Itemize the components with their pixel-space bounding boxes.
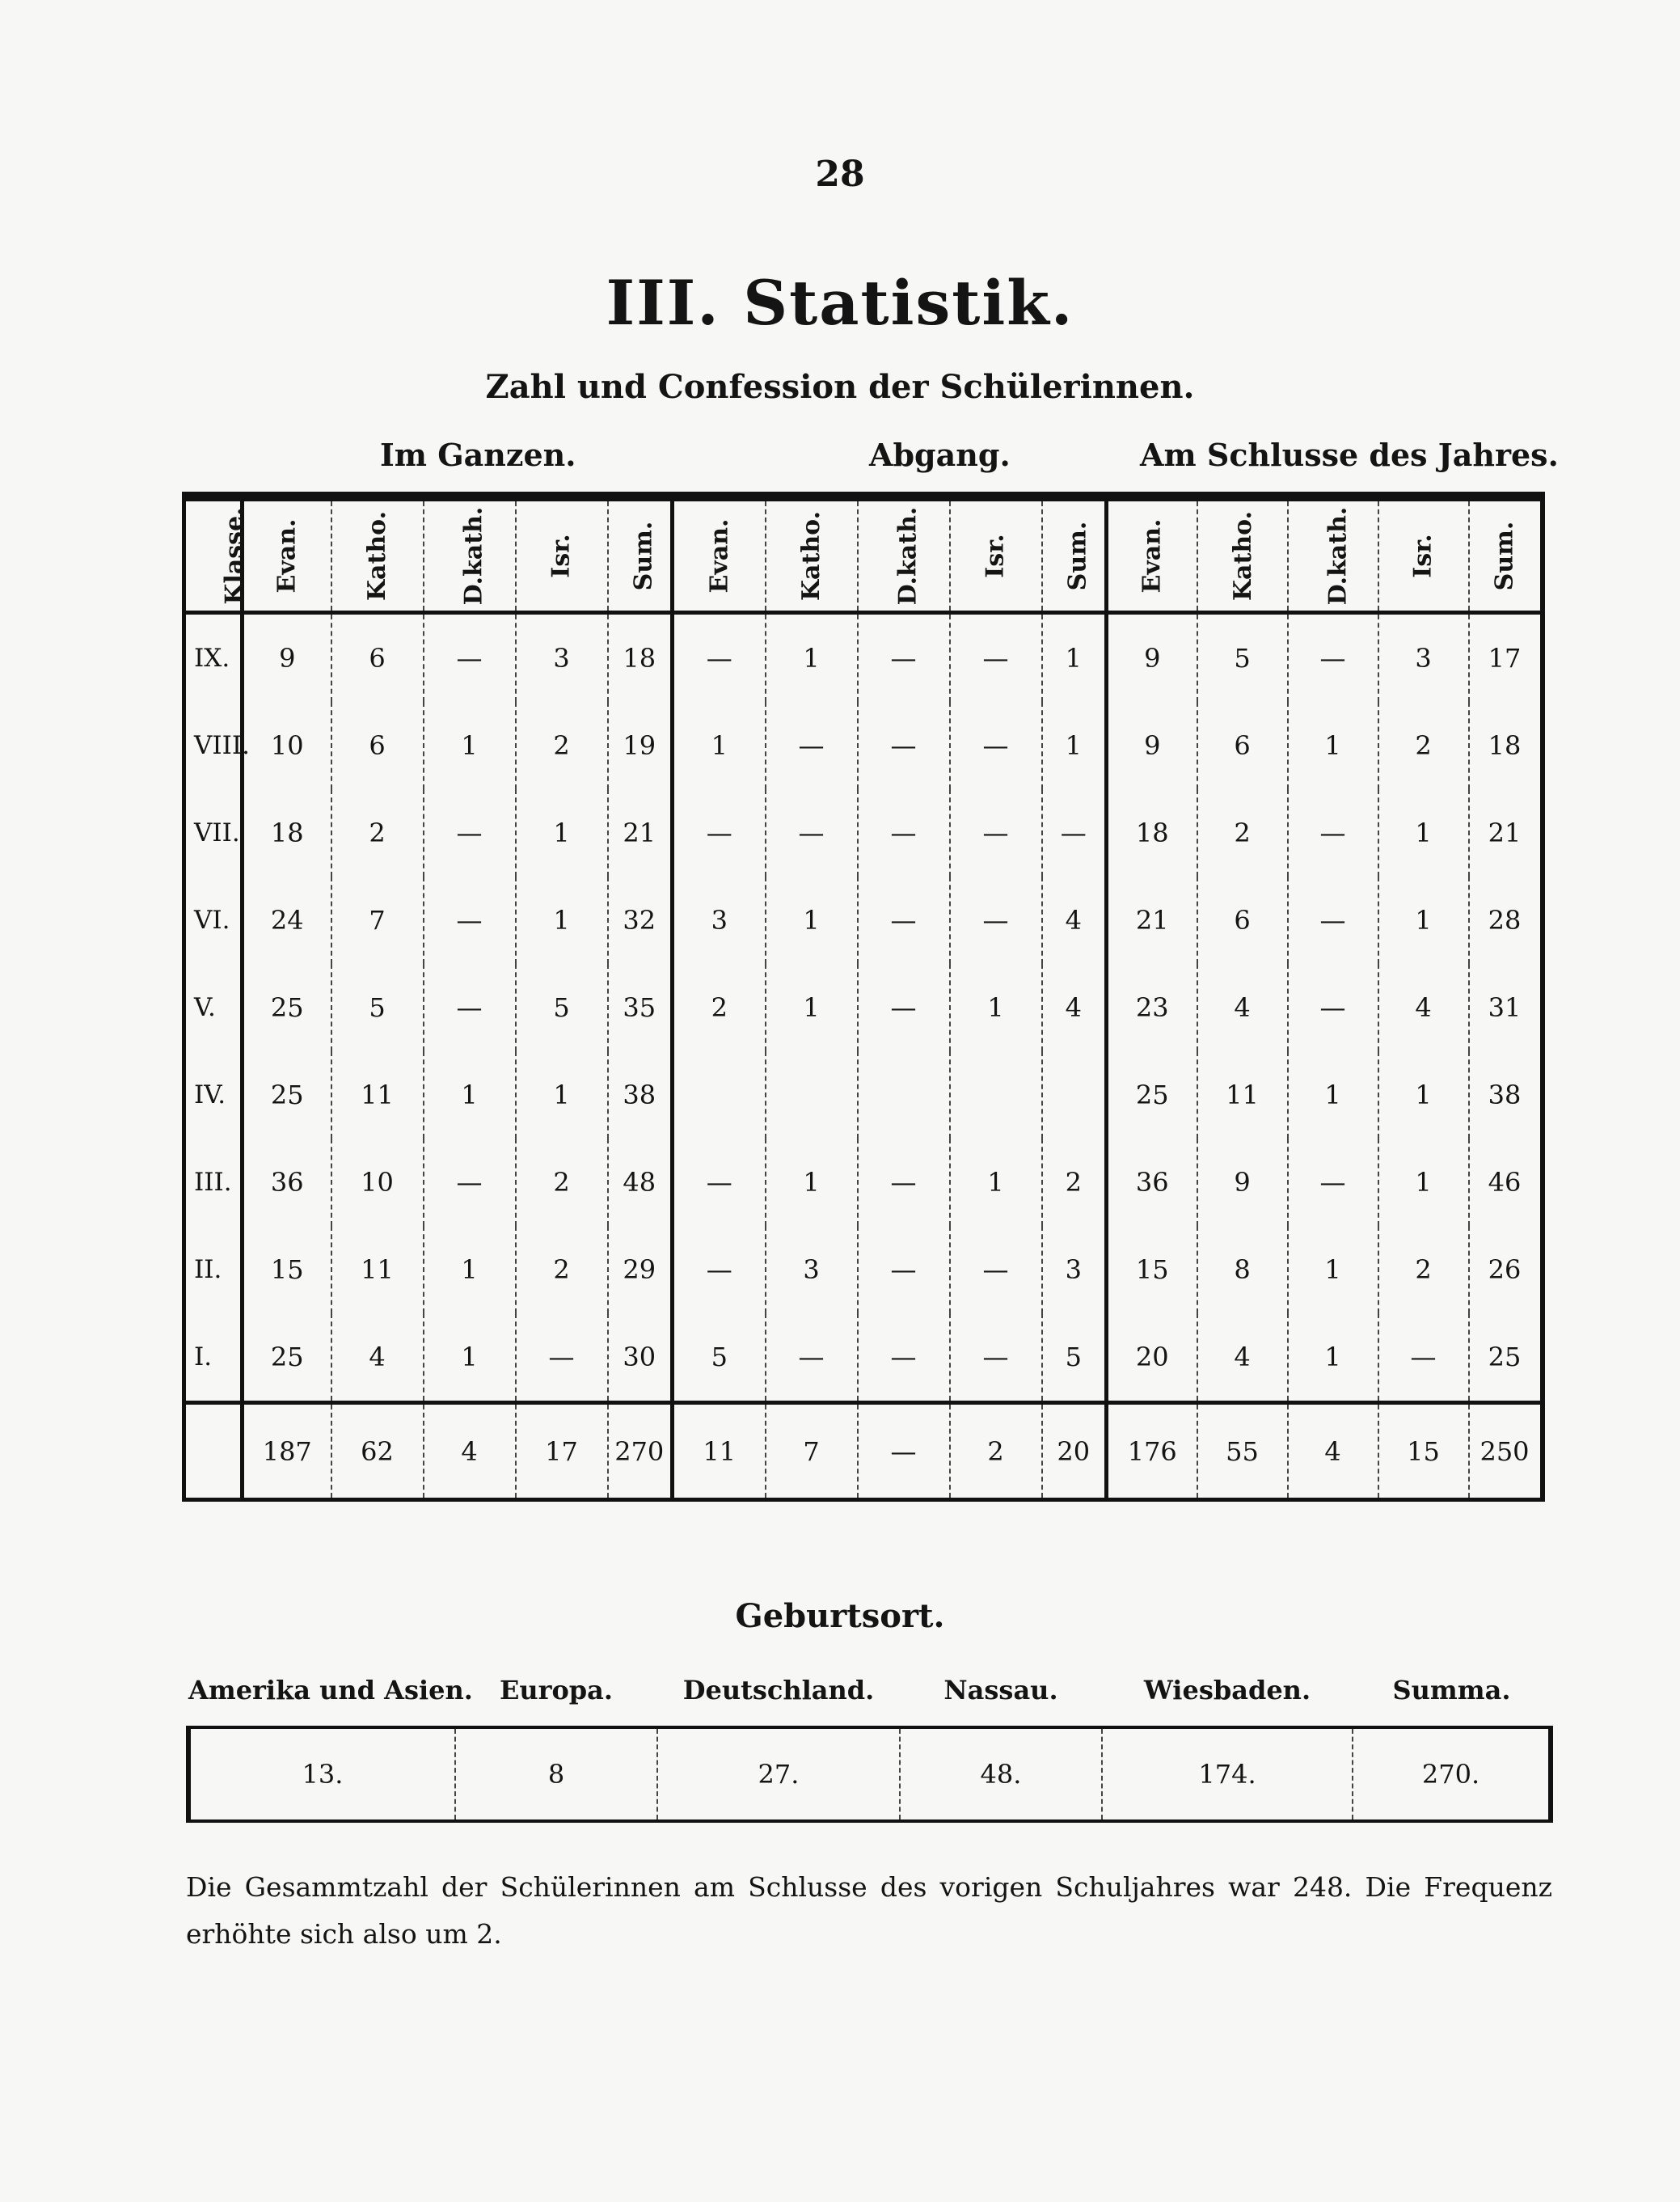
- table-cell: 3: [1378, 613, 1469, 703]
- table-cell: —: [516, 1313, 608, 1403]
- birthplace-value: 174.: [1102, 1727, 1353, 1821]
- group-label-total: Im Ganzen.: [380, 437, 576, 473]
- table-row: [184, 1313, 1543, 1403]
- table-cell: 5: [673, 1313, 766, 1403]
- table-cell: 25: [1107, 1051, 1197, 1139]
- table-cell: 9: [1107, 702, 1197, 789]
- table-cell: 3: [516, 613, 608, 703]
- table-cell: 1: [1042, 613, 1107, 703]
- table-cell: 250: [1469, 1403, 1543, 1500]
- table-cell: —: [858, 964, 950, 1051]
- table-cell: 4: [1042, 964, 1107, 1051]
- table-cell: —: [424, 877, 516, 964]
- table-body: [184, 613, 1543, 1500]
- table-cell: —: [424, 613, 516, 703]
- table-cell: 11: [331, 1051, 424, 1139]
- table-cell: 6: [331, 702, 424, 789]
- table-cell: 1: [1288, 1051, 1378, 1139]
- table-cell: 46: [1469, 1139, 1543, 1226]
- table-cell: 25: [243, 1051, 331, 1139]
- table-cell: —: [673, 789, 766, 877]
- table-cell: 1: [950, 1139, 1042, 1226]
- table-cell: 18: [1107, 789, 1197, 877]
- class-cell: II.: [184, 1226, 243, 1313]
- table-cell: 3: [673, 877, 766, 964]
- table-cell: 1: [1288, 702, 1378, 789]
- table-cell: 1: [424, 1226, 516, 1313]
- table-cell: —: [1378, 1313, 1469, 1403]
- col-header-katho: Katho.: [1197, 497, 1288, 613]
- table-cell: 1: [1042, 702, 1107, 789]
- col-header-isr: Isr.: [950, 497, 1042, 613]
- group-label-end-of-year: Am Schlusse des Jahres.: [1140, 437, 1559, 473]
- table-cell: 4: [1288, 1403, 1378, 1500]
- table-cell: 38: [1469, 1051, 1543, 1139]
- table-cell: 1: [1288, 1226, 1378, 1313]
- table-cell: —: [858, 1313, 950, 1403]
- table-row: [184, 1226, 1543, 1313]
- table-row: [184, 789, 1543, 877]
- table-cell: 187: [243, 1403, 331, 1500]
- table-cell: —: [950, 789, 1042, 877]
- table-cell: 1: [516, 789, 608, 877]
- table-cell: 1: [424, 702, 516, 789]
- table-cell: 17: [516, 1403, 608, 1500]
- table-cell: 2: [516, 1226, 608, 1313]
- table-cell: —: [424, 964, 516, 1051]
- table-cell: 9: [243, 613, 331, 703]
- table-row: [184, 964, 1543, 1051]
- table-row: [184, 877, 1543, 964]
- class-cell: VIII.: [184, 702, 243, 789]
- table-cell: 1: [424, 1313, 516, 1403]
- table-cell: —: [673, 613, 766, 703]
- table-cell: 4: [424, 1403, 516, 1500]
- table-cell: 10: [331, 1139, 424, 1226]
- birthplace-header: Europa.: [455, 1666, 657, 1727]
- class-cell: IV.: [184, 1051, 243, 1139]
- table-cell: 19: [608, 702, 673, 789]
- col-header-dkath: D.kath.: [424, 497, 516, 613]
- table-cell: —: [1288, 789, 1378, 877]
- table-cell: 5: [1197, 613, 1288, 703]
- birthplace-value: 27.: [657, 1727, 900, 1821]
- col-header-katho: Katho.: [331, 497, 424, 613]
- birthplace-header: Amerika und Asien.: [188, 1666, 455, 1727]
- col-header-dkath: D.kath.: [1288, 497, 1378, 613]
- table-cell: 26: [1469, 1226, 1543, 1313]
- col-header-isr: Isr.: [516, 497, 608, 613]
- table-cell: —: [950, 613, 1042, 703]
- table-cell: 35: [608, 964, 673, 1051]
- class-cell: VII.: [184, 789, 243, 877]
- birthplace-title: Geburtsort.: [735, 1597, 945, 1635]
- birthplace-header: Nassau.: [900, 1666, 1102, 1727]
- table-cell: —: [673, 1139, 766, 1226]
- table-cell: 1: [424, 1051, 516, 1139]
- class-cell: V.: [184, 964, 243, 1051]
- table-cell: 1: [950, 964, 1042, 1051]
- table-cell: —: [766, 1313, 858, 1403]
- table-cell: 11: [1197, 1051, 1288, 1139]
- header-row: [184, 497, 1543, 613]
- col-header-isr: Isr.: [1378, 497, 1469, 613]
- table-cell: 1: [766, 1139, 858, 1226]
- table-cell: —: [950, 702, 1042, 789]
- table-cell: [1042, 1051, 1107, 1139]
- birthplace-table: [186, 1666, 1553, 1823]
- table-cell: 55: [1197, 1403, 1288, 1500]
- table-cell: 48: [608, 1139, 673, 1226]
- table-cell: 28: [1469, 877, 1543, 964]
- section-title: III. Statistik.: [606, 267, 1074, 339]
- table-cell: 25: [243, 1313, 331, 1403]
- table-cell: 1: [673, 702, 766, 789]
- table-cell: 5: [331, 964, 424, 1051]
- table-cell: 4: [1197, 964, 1288, 1051]
- birthplace-value: 270.: [1353, 1727, 1551, 1821]
- table-cell: —: [1288, 877, 1378, 964]
- table-cell: 1: [516, 1051, 608, 1139]
- table-cell: 3: [766, 1226, 858, 1313]
- table-cell: 2: [950, 1403, 1042, 1500]
- table-cell: —: [858, 789, 950, 877]
- table-cell: 6: [1197, 702, 1288, 789]
- col-header-class: Klasse.: [184, 497, 243, 613]
- table-cell: 2: [1378, 702, 1469, 789]
- table-cell: 11: [673, 1403, 766, 1500]
- table-row: [184, 702, 1543, 789]
- table-cell: 36: [1107, 1139, 1197, 1226]
- table-cell: 7: [331, 877, 424, 964]
- footnote: Die Gesammtzahl der Schülerinnen am Schlusse des vorigen Schuljahres war 248. Die Frequenz erhöhte sich also um 2.: [186, 1871, 1552, 1950]
- table-cell: 1: [1378, 1051, 1469, 1139]
- birthplace-header: Wiesbaden.: [1102, 1666, 1353, 1727]
- table-cell: 1: [766, 964, 858, 1051]
- table-cell: —: [1288, 964, 1378, 1051]
- table-cell: 6: [1197, 877, 1288, 964]
- table-row: [184, 1139, 1543, 1226]
- table-cell: 1: [1288, 1313, 1378, 1403]
- class-cell: VI.: [184, 877, 243, 964]
- table-cell: [673, 1051, 766, 1139]
- table-cell: 38: [608, 1051, 673, 1139]
- table-cell: 15: [1378, 1403, 1469, 1500]
- table-cell: [766, 1051, 858, 1139]
- table-cell: 1: [766, 877, 858, 964]
- table-cell: 2: [1378, 1226, 1469, 1313]
- table-cell: 15: [243, 1226, 331, 1313]
- table-cell: —: [950, 1313, 1042, 1403]
- table-cell: 21: [1107, 877, 1197, 964]
- table-cell: 2: [673, 964, 766, 1051]
- table-cell: 17: [1469, 613, 1543, 703]
- class-cell: IX.: [184, 613, 243, 703]
- birthplace-value: 8: [455, 1727, 657, 1821]
- table-cell: 6: [331, 613, 424, 703]
- table-cell: —: [858, 1403, 950, 1500]
- table-cell: 15: [1107, 1226, 1197, 1313]
- table-cell: [858, 1051, 950, 1139]
- table-cell: 29: [608, 1226, 673, 1313]
- class-cell: [184, 1403, 243, 1500]
- birthplace-values-row: [188, 1727, 1551, 1821]
- table-cell: 4: [331, 1313, 424, 1403]
- table-cell: 5: [1042, 1313, 1107, 1403]
- class-cell: III.: [184, 1139, 243, 1226]
- table-cell: 32: [608, 877, 673, 964]
- table-cell: 4: [1378, 964, 1469, 1051]
- table-cell: —: [673, 1226, 766, 1313]
- table-cell: —: [950, 877, 1042, 964]
- table-cell: 23: [1107, 964, 1197, 1051]
- table-title: Zahl und Confession der Schülerinnen.: [485, 368, 1195, 406]
- table-cell: 11: [331, 1226, 424, 1313]
- table-cell: 176: [1107, 1403, 1197, 1500]
- table-cell: 1: [1378, 877, 1469, 964]
- table-cell: —: [858, 1139, 950, 1226]
- col-header-sum: Sum.: [608, 497, 673, 613]
- table-cell: 8: [1197, 1226, 1288, 1313]
- col-header-evan: Evan.: [243, 497, 331, 613]
- class-cell: I.: [184, 1313, 243, 1403]
- table-row: [184, 613, 1543, 703]
- table-cell: 62: [331, 1403, 424, 1500]
- table-cell: 2: [516, 1139, 608, 1226]
- table-cell: —: [1042, 789, 1107, 877]
- totals-row: [184, 1403, 1543, 1500]
- table-cell: 25: [243, 964, 331, 1051]
- table-cell: 18: [608, 613, 673, 703]
- table-cell: —: [858, 877, 950, 964]
- statistics-table: [182, 492, 1545, 1502]
- table-cell: 9: [1197, 1139, 1288, 1226]
- table-cell: 31: [1469, 964, 1543, 1051]
- table-cell: —: [950, 1226, 1042, 1313]
- table-cell: 21: [608, 789, 673, 877]
- table-cell: 10: [243, 702, 331, 789]
- table-cell: —: [424, 1139, 516, 1226]
- birthplace-header: Deutschland.: [657, 1666, 900, 1727]
- table-cell: 7: [766, 1403, 858, 1500]
- table-cell: 1: [1378, 1139, 1469, 1226]
- group-label-departure: Abgang.: [869, 437, 1011, 473]
- table-cell: 1: [516, 877, 608, 964]
- birthplace-value: 13.: [188, 1727, 455, 1821]
- table-cell: 25: [1469, 1313, 1543, 1403]
- table-cell: —: [858, 702, 950, 789]
- table-cell: 2: [516, 702, 608, 789]
- table-cell: 1: [766, 613, 858, 703]
- birthplace-header: Summa.: [1353, 1666, 1551, 1727]
- table-cell: 2: [1042, 1139, 1107, 1226]
- col-header-sum: Sum.: [1042, 497, 1107, 613]
- table-cell: 20: [1042, 1403, 1107, 1500]
- table-cell: 270: [608, 1403, 673, 1500]
- table-cell: 21: [1469, 789, 1543, 877]
- birthplace-value: 48.: [900, 1727, 1102, 1821]
- table-cell: 1: [1378, 789, 1469, 877]
- table-cell: 4: [1197, 1313, 1288, 1403]
- table-cell: [950, 1051, 1042, 1139]
- table-cell: —: [766, 789, 858, 877]
- table-cell: 30: [608, 1313, 673, 1403]
- table-cell: 2: [1197, 789, 1288, 877]
- table-cell: —: [766, 702, 858, 789]
- table-cell: —: [424, 789, 516, 877]
- birthplace-header-row: [188, 1666, 1551, 1727]
- col-header-katho: Katho.: [766, 497, 858, 613]
- table-cell: —: [858, 613, 950, 703]
- table-cell: 36: [243, 1139, 331, 1226]
- table-cell: 3: [1042, 1226, 1107, 1313]
- col-header-evan: Evan.: [673, 497, 766, 613]
- table-cell: —: [858, 1226, 950, 1313]
- table-cell: 18: [243, 789, 331, 877]
- table-cell: 9: [1107, 613, 1197, 703]
- table-cell: 20: [1107, 1313, 1197, 1403]
- table-row: [184, 1051, 1543, 1139]
- table-cell: —: [1288, 1139, 1378, 1226]
- table-cell: —: [1288, 613, 1378, 703]
- page-number: 28: [815, 154, 865, 195]
- col-header-dkath: D.kath.: [858, 497, 950, 613]
- table-cell: 5: [516, 964, 608, 1051]
- table-cell: 24: [243, 877, 331, 964]
- table-cell: 4: [1042, 877, 1107, 964]
- col-header-sum: Sum.: [1469, 497, 1543, 613]
- table-cell: 2: [331, 789, 424, 877]
- table-cell: 18: [1469, 702, 1543, 789]
- col-header-evan: Evan.: [1107, 497, 1197, 613]
